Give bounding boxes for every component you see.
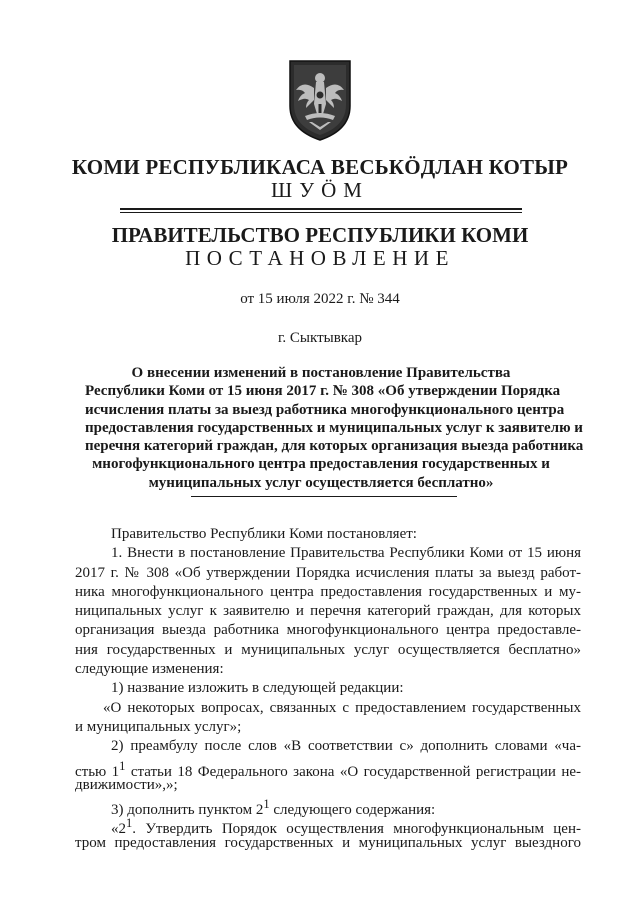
body-line (75, 814, 581, 838)
title-line: О внесении изменений в постановление Правительства (131, 365, 511, 381)
government-title: ПРАВИТЕЛЬСТВО РЕСПУБЛИКИ КОМИ (111, 223, 529, 247)
title-line: предоставления государственных и муниципальных услуг к заявителю и (85, 419, 583, 436)
body-text: . Утвердить Порядок осуществления многофункциональным цен- (132, 821, 581, 838)
body-line: Правительство Республики Коми постановляет: (111, 526, 417, 542)
document-date-number: от 15 июля 2022 г. № 344 (240, 291, 400, 307)
body-line: следующие изменения: (75, 661, 224, 678)
decree-label: ПОСТАНОВЛЕНИЕ (185, 246, 455, 270)
komi-coat-of-arms-icon (287, 58, 353, 142)
body-line: 1) название изложить в следующей редакции: (111, 680, 404, 697)
document-title (85, 364, 584, 492)
title-line: многофункционального центра предоставления государственных и (92, 456, 550, 473)
body-line (75, 795, 581, 819)
body-line: движимости»,»; (75, 776, 178, 793)
header-divider-thick (120, 208, 522, 210)
body-line (75, 757, 581, 780)
body-line: ния государственных и муниципальных услуг осуществляется бесплатно» (75, 641, 581, 658)
body-line: 1. Внести в постановление Правительства Республики Коми от 15 июня (111, 545, 581, 562)
title-line: Республики Коми от 15 июня 2017 г. № 308 «Об утверждении Порядка (85, 383, 561, 400)
superscript: 1 (126, 816, 133, 831)
body-text: 3) дополнить пунктом 2 (111, 802, 264, 819)
header-divider-thin (120, 212, 522, 213)
title-line: перечня категорий граждан, для которых организация выезда работника (85, 438, 584, 455)
body-line: тром предоставления государственных и муниципальных услуг выездного (75, 834, 581, 851)
document-body (75, 525, 581, 853)
body-line: ника многофункционального центра предоставления государственных и му- (75, 583, 581, 600)
document-city: г. Сыктывкар (277, 330, 363, 346)
title-divider (191, 496, 457, 497)
superscript: 1 (263, 797, 270, 812)
body-line: ниципальных услуг к заявителю и перечня категорий граждан, для которых (75, 603, 581, 620)
body-line: 2) преамбулу после слов «В соответствии с» дополнить словами «ча- (111, 738, 581, 755)
komi-decree-label: ШУӦМ (271, 178, 369, 202)
komi-government-title: КОМИ РЕСПУБЛИКАСА ВЕСЬКӦДЛАН КОТЫР (71, 155, 569, 179)
superscript: 1 (119, 758, 126, 773)
body-line: организация выезда работника многофункционального центра предоставле- (75, 622, 581, 639)
title-line: исчисления платы за выезд работника многофункционального центра (85, 401, 565, 418)
title-line: муниципальных услуг осуществляется бесплатно» (148, 474, 494, 491)
body-text: следующего содержания: (269, 802, 436, 819)
body-text: «2 (111, 821, 126, 838)
body-line: 2017 г. № 308 «Об утверждении Порядка исчисления платы за выезд работ- (75, 564, 581, 581)
body-line: «О некоторых вопросах, связанных с предоставлением государственных (103, 699, 581, 716)
body-line: и муниципальных услуг»; (75, 718, 242, 735)
body-text: стью 1 (75, 763, 120, 780)
body-text: статьи 18 Федерального закона «О государственной регистрации не- (125, 763, 581, 780)
